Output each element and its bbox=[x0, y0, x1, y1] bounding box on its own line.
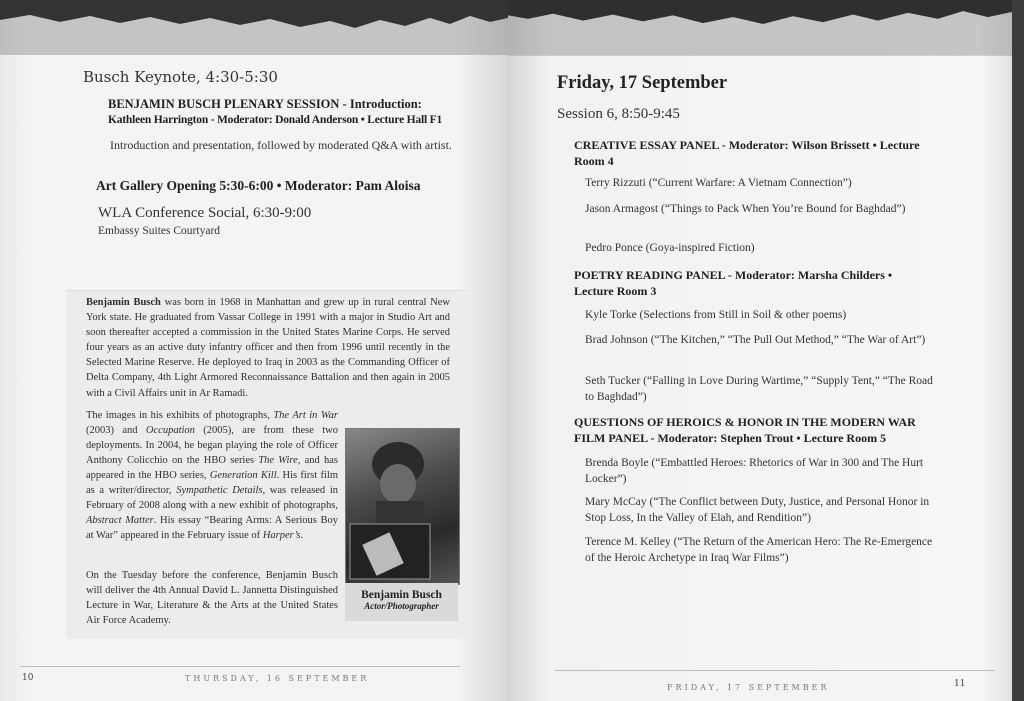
torn-paper-header bbox=[0, 0, 508, 60]
talk-entry: Terry Rizzuti (“Current Warfare: A Vietnam Connection”) bbox=[585, 177, 852, 189]
page-number-right: 11 bbox=[954, 679, 966, 689]
title-generation-kill: Generation Kill bbox=[209, 470, 277, 481]
title-the-wire: The Wire bbox=[258, 455, 298, 466]
panel-title: CREATIVE ESSAY PANEL - Moderator: Wilson Brissett • Lecture Room 4 bbox=[574, 138, 920, 168]
talk-entry: Pedro Ponce (Goya-inspired Fiction) bbox=[585, 242, 755, 254]
plenary-line-2: Kathleen Harrington - Moderator: Donald Anderson • Lecture Hall F1 bbox=[108, 114, 442, 126]
bio-paragraph-3: On the Tuesday before the conference, Benjamin Busch will deliver the 4th Annual David L. Jannetta Distinguished Lecture in War, Literature & the Arts at the United States Air Force Academy. bbox=[86, 570, 338, 626]
soldier-portrait-photo bbox=[345, 428, 460, 585]
plenary-description: Introduction and presentation, followed by moderated Q&A with artist. bbox=[110, 138, 452, 152]
plenary-line-1: BENJAMIN BUSCH PLENARY SESSION - Introduction: bbox=[108, 97, 422, 111]
bio-p2-text: . His first film as a writer/director, bbox=[86, 470, 338, 496]
talk-entry: Brad Johnson (“The Kitchen,” “The Pull Out Method,” “The War of Art”) bbox=[585, 334, 926, 346]
bio-paragraph-2 bbox=[86, 408, 338, 543]
keynote-heading: Busch Keynote, 4:30-5:30 bbox=[83, 68, 278, 86]
plenary-session-title bbox=[108, 96, 478, 128]
caption-role: Actor/Photographer bbox=[364, 601, 439, 611]
talk-entry: Jason Armagost (“Things to Pack When You’re Bound for Baghdad”) bbox=[585, 203, 906, 215]
bio-p2-text: (2003) and bbox=[86, 425, 146, 436]
panel-title: POETRY READING PANEL - Moderator: Marsha Childers • Lecture Room 3 bbox=[574, 268, 893, 298]
talk-entry: Terence M. Kelley (“The Return of the American Hero: The Re-Emergence of the Heroic Archetype in Iraq War Films”) bbox=[585, 536, 933, 564]
photo-caption bbox=[345, 583, 458, 621]
bio-p1-text: was born in 1968 in Manhattan and grew up in rural central New York state. He graduated from Vassar College in 1991 with a major in Studio Art and soon thereafter accepted a commission in the United States Marine Corps. He served four years as an active duty infantry officer and then from 1996 until recently in the Selected Marine Reserve. He deployed to Iraq in 2003 as the Commanding Officer of Delta Company, 4th Light Armored Reconnaissance Battalion and then again in 2005 with a Civil Affairs unit in Ar Ramadi. bbox=[86, 297, 451, 399]
bio-p2-text: , and has appeared in the HBO series, bbox=[86, 455, 338, 481]
running-head-right: FRIDAY, 17 SEPTEMBER bbox=[667, 683, 830, 692]
bio-p2-text: , was released in February of 2008 along with a new exhibit of photographs, bbox=[86, 485, 339, 511]
bio-p2-text: . His essay “Bearing Arms: A Serious Boy at War” appeared in the February issue of bbox=[86, 515, 338, 541]
portrait-illustration bbox=[346, 429, 459, 584]
social-venue: Embassy Suites Courtyard bbox=[98, 225, 221, 237]
title-sympathetic-details: Sympathetic Details bbox=[176, 485, 263, 496]
day-title: Friday, 17 September bbox=[557, 73, 728, 93]
bio-p2-text: . bbox=[300, 530, 303, 541]
running-head-left: THURSDAY, 16 SEPTEMBER bbox=[185, 674, 370, 683]
torn-paper-header bbox=[508, 0, 1012, 60]
bio-p2-text: The images in his exhibits of photographs, bbox=[86, 410, 274, 421]
title-art-in-war: The Art in War bbox=[273, 410, 338, 421]
bio-name: Benjamin Busch bbox=[86, 297, 161, 308]
conference-social: WLA Conference Social, 6:30-9:00 bbox=[98, 205, 312, 221]
bio-paragraph-1 bbox=[86, 295, 450, 401]
panel-title: QUESTIONS OF HEROICS & HONOR IN THE MODERN WAR FILM PANEL - Moderator: Stephen Trout • Lecture Room 5 bbox=[574, 415, 916, 445]
talk-entry: Kyle Torke (Selections from Still in Soil & other poems) bbox=[585, 309, 847, 321]
art-gallery-opening: Art Gallery Opening 5:30-6:00 • Moderator: Pam Aloisa bbox=[96, 178, 421, 193]
footer-rule bbox=[555, 670, 995, 671]
bio-p2-text: (2005), are from these two deployments. In 2004, he began playing the role of Officer Anthony Colicchio on the HBO series bbox=[86, 425, 339, 466]
talk-entry: Brenda Boyle (“Embattled Heroes: Rhetorics of War in 300 and The Hurt Locker”) bbox=[585, 457, 924, 485]
title-harpers: Harper’s bbox=[262, 530, 301, 541]
book-edge bbox=[1012, 0, 1024, 701]
talk-entry: Mary McCay (“The Conflict between Duty, Justice, and Personal Honor in Stop Loss, In the Valley of Elah, and Rendition”) bbox=[585, 496, 930, 524]
title-occupation: Occupation bbox=[145, 425, 195, 436]
footer-rule bbox=[20, 666, 460, 667]
talk-entry: Seth Tucker (“Falling in Love During Wartime,” “Supply Tent,” “The Road to Baghdad”) bbox=[585, 375, 933, 403]
title-abstract-matter: Abstract Matter bbox=[86, 515, 154, 526]
caption-name: Benjamin Busch bbox=[361, 589, 442, 601]
page-number-left: 10 bbox=[22, 673, 34, 683]
session-heading: Session 6, 8:50-9:45 bbox=[557, 106, 680, 122]
